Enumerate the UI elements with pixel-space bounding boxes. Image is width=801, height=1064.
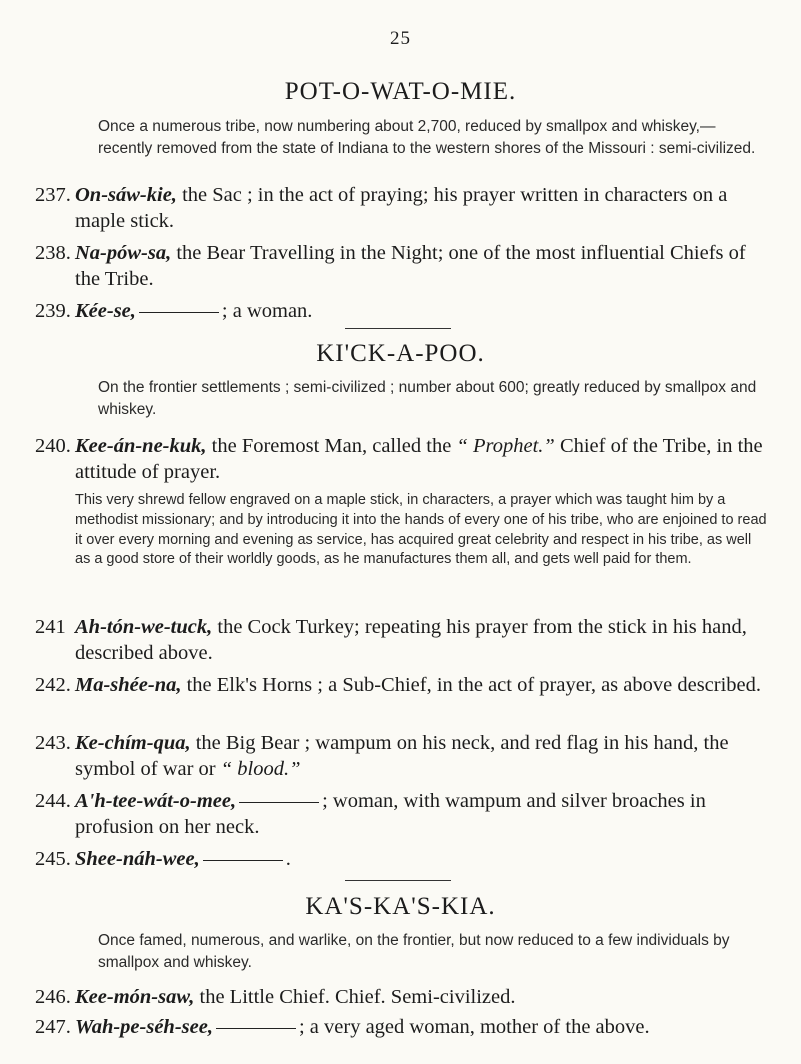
entry-244	[35, 788, 775, 840]
entry-number: 246.	[35, 986, 71, 1008]
section-intro: Once famed, numerous, and warlike, on the frontier, but now reduced to a few individuals by smallpox and whiskey.	[98, 932, 730, 971]
entry-name: Ah-tón-we-tuck,	[75, 616, 213, 638]
entry-number: 240.	[35, 435, 71, 457]
section-title-potowatomie: POT-O-WAT-O-MIE.	[284, 78, 517, 105]
blank-dash	[239, 802, 319, 803]
section-divider	[345, 328, 451, 329]
entry-number: 244.	[35, 790, 71, 812]
entry-name: Kee-món-saw,	[75, 986, 195, 1008]
entry-description: .	[285, 848, 291, 870]
entry-description: the Sac ; in the act of praying; his prayer written in characters on a maple stick.	[75, 184, 728, 232]
entry-name: Kee-án-ne-kuk,	[75, 435, 207, 457]
entry-242	[35, 672, 775, 698]
entry-name: Shee-náh-wee,	[75, 848, 200, 870]
entry-name: Wah-pe-séh-see,	[75, 1016, 213, 1038]
entry-name: A'h-tee-wát-o-mee,	[75, 790, 237, 812]
entry-quote: “ Prophet.”	[456, 435, 555, 457]
entry-number: 247.	[35, 1016, 71, 1038]
blank-dash	[216, 1028, 296, 1029]
entry-name: On-sáw-kie,	[75, 184, 177, 206]
entry-name: Ma-shée-na,	[75, 674, 182, 696]
section-title-kickapoo: KI'CK-A-POO.	[316, 340, 485, 367]
entry-description: the Bear Travelling in the Night; one of the most influential Chiefs of the Tribe.	[75, 242, 746, 290]
entry-description: ; a woman.	[221, 300, 313, 322]
page-number: 25	[390, 28, 411, 49]
section-intro: On the frontier settlements ; semi-civilized ; number about 600; greatly reduced by smallpox and whiskey.	[98, 379, 757, 418]
section-title-kaskaskia: KA'S-KA'S-KIA.	[305, 893, 496, 920]
entry-239	[35, 298, 775, 324]
entry-number: 241	[35, 616, 66, 638]
entry-description: the Big Bear ; wampum on his neck, and red flag in his hand, the symbol of war or	[75, 732, 729, 780]
entry-description: the Cock Turkey; repeating his prayer from the stick in his hand, described above.	[75, 616, 747, 664]
section-divider	[345, 880, 451, 881]
blank-dash	[139, 312, 219, 313]
entry-description: ; a very aged woman, mother of the above.	[298, 1016, 650, 1038]
entry-description-continued: Chief of the Tribe, in the attitude of prayer.	[75, 435, 763, 483]
entry-description: the Little Chief. Chief. Semi-civilized.	[194, 986, 516, 1008]
entry-description: the Foremost Man, called the	[206, 435, 457, 457]
entry-245	[35, 846, 775, 872]
entry-name: Na-pów-sa,	[75, 242, 172, 264]
entry-quote: “ blood.”	[220, 758, 301, 780]
section-intro: Once a numerous tribe, now numbering about 2,700, reduced by smallpox and whiskey,—recently removed from the state of Indiana to the western shores of the Missouri : semi-civilized.	[98, 118, 756, 157]
entry-247	[35, 1014, 775, 1040]
entry-number: 242.	[35, 674, 71, 696]
entry-246	[35, 984, 775, 1010]
entry-note: This very shrewd fellow engraved on a maple stick, in characters, a prayer which was taught him by a methodist missionary; and by introducing it into the hands of every one of his tribe, who are enjoined to read it over every morning and evening as service, has acquired great celebrity and respect in his tribe, as well as a good store of their worldly goods, as he manufactures them all, and gets well paid for them.	[75, 492, 767, 568]
entry-name: Ke-chím-qua,	[75, 732, 191, 754]
entry-243	[35, 730, 775, 782]
entry-238	[35, 240, 775, 292]
entry-241	[35, 614, 775, 666]
entry-237	[35, 182, 775, 234]
entry-number: 243.	[35, 732, 71, 754]
entry-number: 239.	[35, 300, 71, 322]
blank-dash	[203, 860, 283, 861]
entry-description: the Elk's Horns ; a Sub-Chief, in the act of prayer, as above described.	[181, 674, 762, 696]
entry-number: 245.	[35, 848, 71, 870]
entry-240	[35, 433, 775, 485]
entry-number: 237.	[35, 184, 71, 206]
entry-description: ; woman, with wampum and silver broaches in profusion on her neck.	[75, 790, 706, 838]
entry-number: 238.	[35, 242, 71, 264]
entry-name: Kée-se,	[75, 300, 136, 322]
